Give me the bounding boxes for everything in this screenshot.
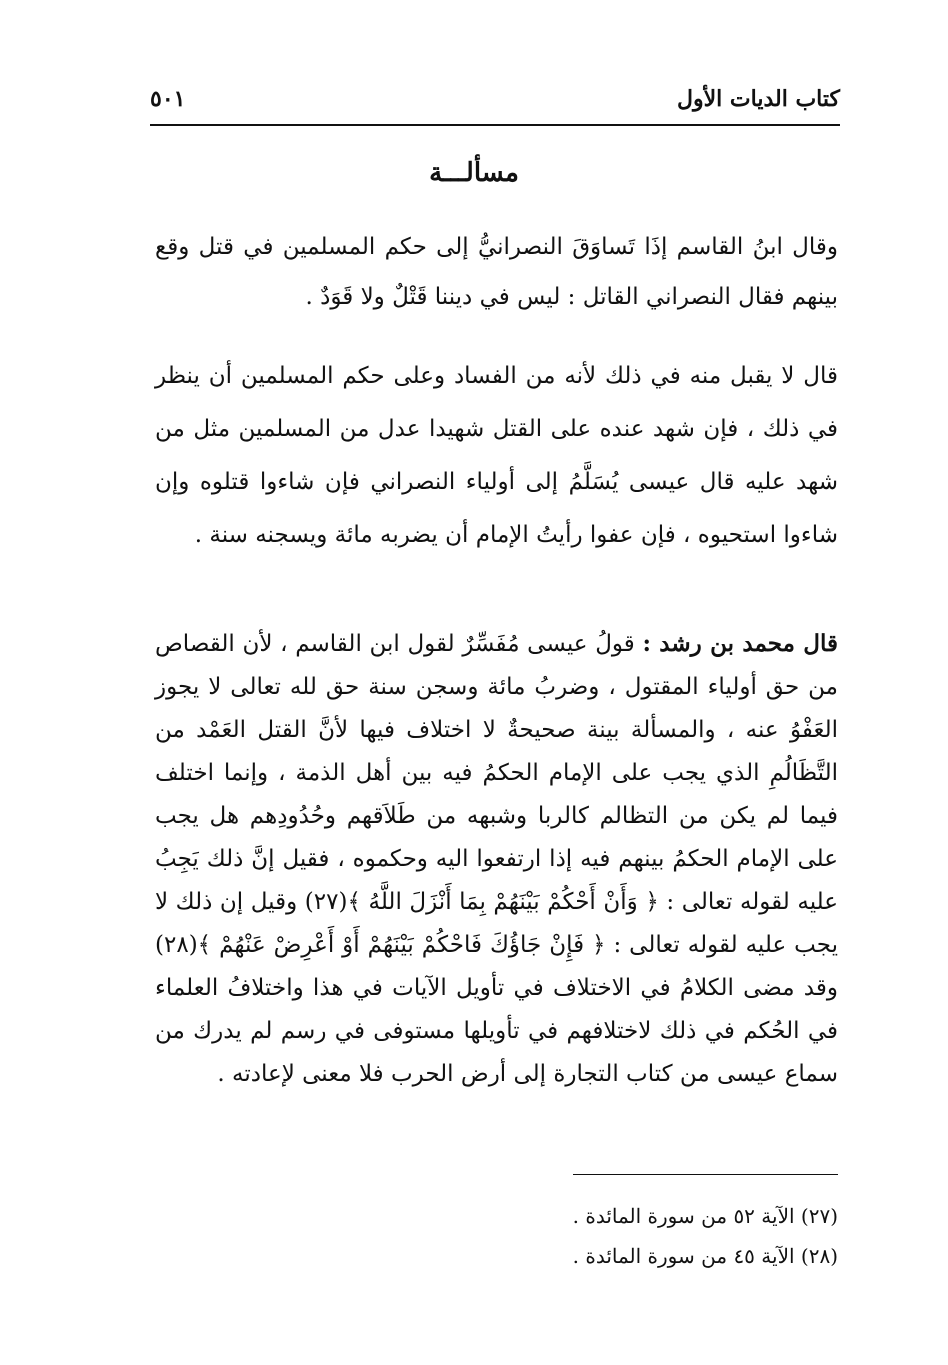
footnote-28: (٢٨) الآية ٤٥ من سورة المائدة . — [572, 1244, 838, 1268]
paragraph-1: وقال ابنُ القاسم إذَا تَساوَقَ النصرانيُّ إلى حكم المسلمين في قتل وقع بينهم فقال النصراني القاتل : ليس في ديننا قَتْلٌ ولا قَوَدٌ . — [155, 234, 838, 310]
page-header — [150, 80, 840, 126]
paragraph-3-text: قولُ عيسى مُفَسِّرٌ لقول ابن القاسم ، لأن القصاص من حق أولياء المقتول ، وضربُ مائة وسجن سنة حق لله تعالى لا يجوز العَفْوُ عنه ، والمسألة بينة صحيحةٌ لا اختلاف فيها لأنَّ القتل العَمْد من التَّظَالُمِ الذي يجب على الإمام الحكمُ فيه بين أهل الذمة ، وإنما اختلف فيما لم يكن من التظالم كالربا وشبهه من طَلاَقهم وحُدُودِهم هل يجب على الإمام الحكمُ بينهم فيه إذا ارتفعوا اليه وحكموه ، فقيل إنَّ ذلك يَجِبُ عليه لقوله تعالى : ﴿ وَأَنْ أَحْكُمْ بَيْنَهُمْ بِمَا أَنْزَلَ اللَّهُ ﴾(٢٧) وقيل إن ذلك لا يجب عليه لقوله تعالى : ﴿ فَإِنْ جَاؤُكَ فَاحْكُمْ بَيْنَهُمْ أَوْ أَعْرِضْ عَنْهُمْ ﴾(٢٨) وقد مضى الكلامُ في الاختلاف في تأويل الآيات في هذا واختلافُ العلماء في الحُكم في ذلك لاختلافهم في تأويلها مستوفى في رسم لم يدرك من سماع عيسى من كتاب التجارة إلى أرض الحرب فلا معنى لإعادته . — [155, 631, 838, 1087]
paragraph-3 — [155, 622, 838, 1096]
header-rule — [150, 124, 840, 126]
page-number: ٥٠١ — [150, 86, 186, 112]
footnote-27: (٢٧) الآية ٥٢ من سورة المائدة . — [572, 1204, 838, 1228]
section-heading: مسألـــة — [429, 158, 519, 188]
footnotes — [300, 1196, 838, 1276]
running-title: كتاب الديات الأول — [676, 86, 840, 112]
paragraph-2: قال لا يقبل منه في ذلك لأنه من الفساد وعلى حكم المسلمين أن ينظر في ذلك ، فإن شهد عنده على القتل شهيدا عدل من المسلمين مثل من شهد عليه قال عيسى يُسَلَّمُ إلى أولياء النصراني فإن شاءوا قتلوه وإن شاءوا استحيوه ، فإن عفوا رأيتُ الإمام أن يضربه مائة ويسجنه سنة . — [155, 363, 838, 548]
footnote-rule — [573, 1174, 838, 1175]
paragraph-3-lead: قال محمد بن رشد : — [642, 630, 838, 657]
